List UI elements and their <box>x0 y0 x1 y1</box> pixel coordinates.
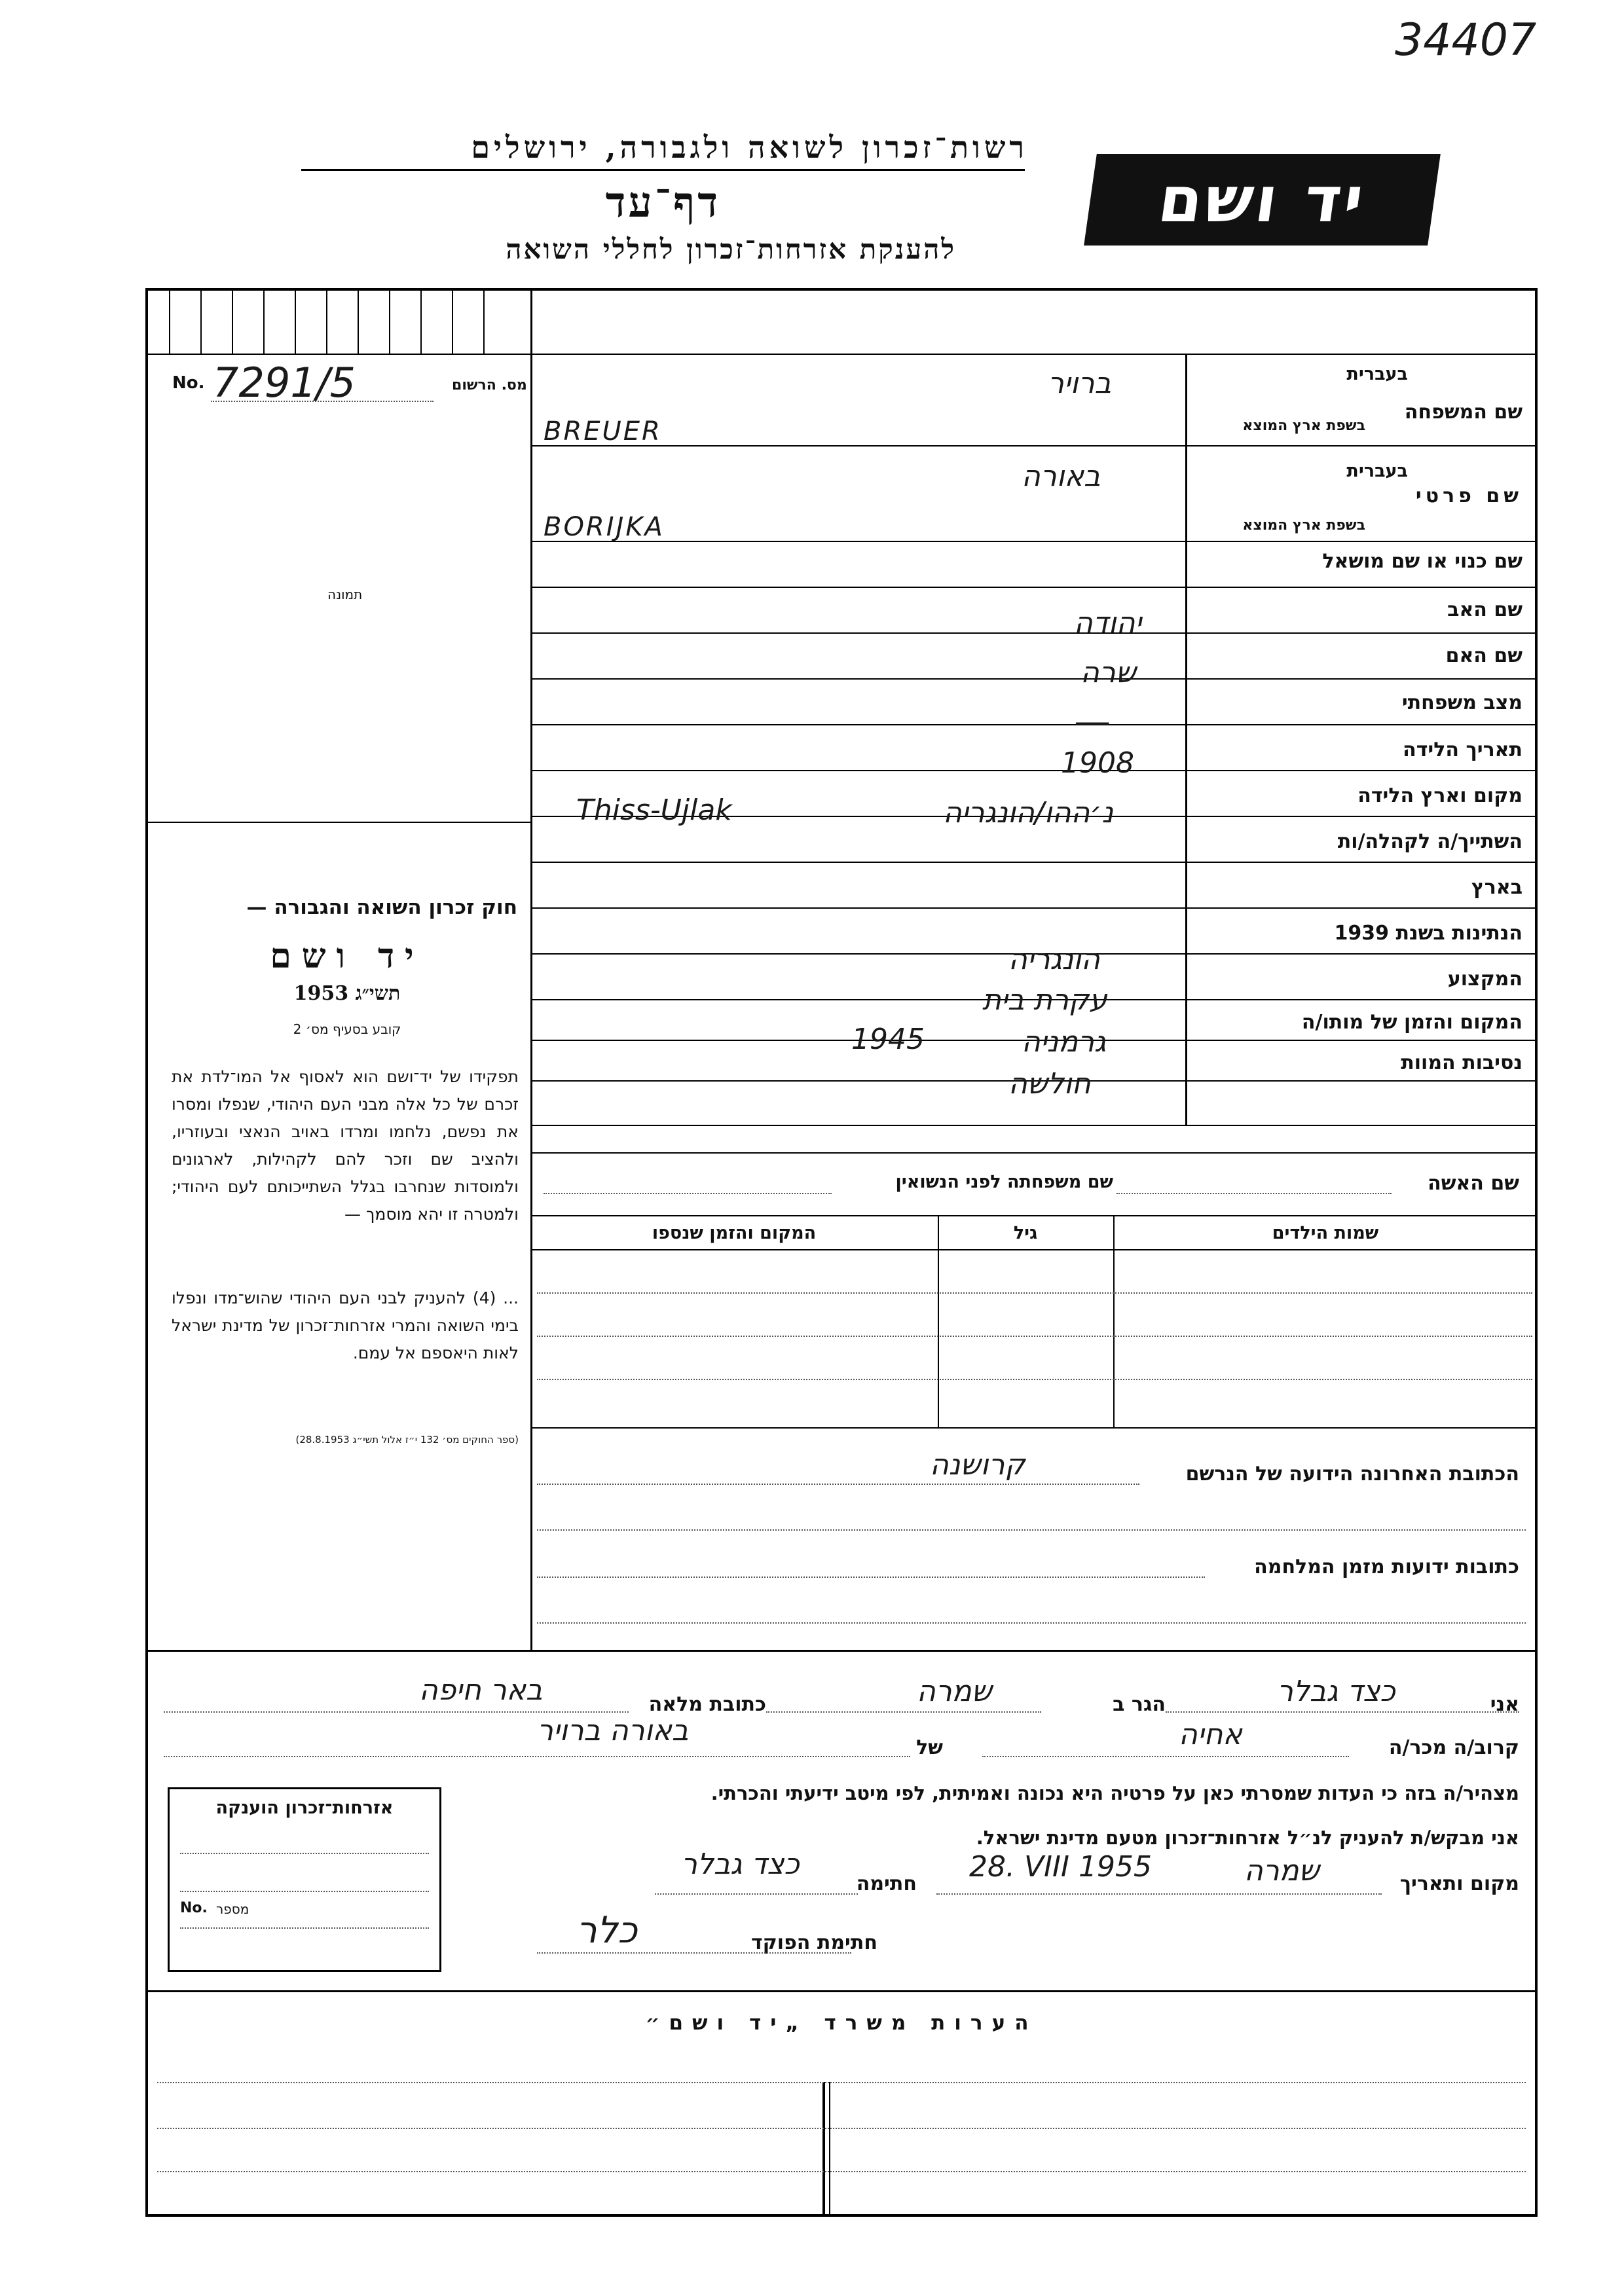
signature-value: כצד גבלר <box>681 1848 800 1881</box>
no-label: No. <box>172 373 205 393</box>
first-name-label: שם פרטי <box>1415 484 1522 507</box>
profession-label: המקצוע <box>1447 968 1522 991</box>
full-address-label: כתובת מלאה <box>648 1693 766 1716</box>
family-name-hebrew-label: בעברית <box>1346 364 1408 384</box>
first-name-hebrew-label: בעברית <box>1346 461 1408 481</box>
certificate-no-label: No. <box>180 1900 208 1916</box>
death-year-value: 1945 <box>851 1023 925 1056</box>
children-age-header: גיל <box>1013 1223 1038 1243</box>
logo-text: יד ושם <box>1154 163 1371 236</box>
maiden-name-label: שם משפחתה לפני הנשואין <box>895 1172 1113 1192</box>
relative-label: קרוב/ה מכר/ה <box>1388 1736 1519 1759</box>
officer-signature-label: חתימת הפוקד <box>751 1931 877 1954</box>
form-title: דף־עד <box>605 178 720 227</box>
declarant-address-value: באר חיפה <box>419 1673 543 1707</box>
mother-value: שרה <box>1080 656 1136 689</box>
law-name: יד ושם <box>270 936 424 976</box>
law-year: תשי״ג 1953 <box>293 982 401 1005</box>
declaration-text: מצהיר/ה בזה כי העדות שמסרתי כאן על פרטיה היא נכונה ואמיתית, לפי מיטב ידיעתי והכרתי. <box>710 1782 1519 1804</box>
marital-status-value: — <box>1074 701 1111 743</box>
of-label: של <box>916 1736 943 1759</box>
death-place-time-label: המקום והזמן של מותו/ה <box>1301 1011 1522 1034</box>
nickname-label: שם כנוי או שם מושאל <box>1322 550 1522 573</box>
declarant-city-value: שמרה <box>917 1675 992 1708</box>
office-notes-title: הערות משרד „יד ושם״ <box>645 2011 1038 2035</box>
left-column-divider <box>530 288 532 1650</box>
law-text-2: ... (4) להעניק לבני העם היהודי שהוש־מדו ונפלו בימי השואה והמרי אזרחות־זכרון של מדינת ישראל לאות היאספם אל עמם. <box>172 1288 519 1362</box>
certificate-title: אזרחות־זכרון הוענקה <box>215 1798 394 1818</box>
place-date-label: מקום ותאריך <box>1399 1872 1519 1895</box>
death-cause-value: חולשה <box>1008 1067 1091 1101</box>
family-name-origin-value: BREUER <box>544 416 662 446</box>
law-clause: קובע בסעיף מס׳ 2 <box>293 1021 401 1037</box>
law-text-1: תפקידו של יד־ושם הוא לאסוף אל המו־לדת את זכרם של כל אלה מבני העם היהודי, שנפלו ומסרו את נפשם, נלחמו ומרדו באויב הנאצי ובעוזריו, ולהציב שם וזכר להם לקהילות, לארגונים ולמוסדות שנחרבו בגלל השתייכותם לעם היהודי; ולמטרה זו יהא מוסמך — <box>172 1067 519 1224</box>
authority-underline <box>301 169 1025 171</box>
father-value: יהודה <box>1074 606 1142 640</box>
date-value: 28. VIII 1955 <box>969 1850 1152 1884</box>
archive-number: 34407 <box>1395 14 1537 66</box>
birthplace-label: מקום וארץ הלידה <box>1357 784 1522 807</box>
citizenship-label: הנתינות בשנת 1939 <box>1334 922 1522 945</box>
marital-status-label: מצב משפחתי <box>1401 691 1522 714</box>
first-name-hebrew-value: באורה <box>1022 460 1101 493</box>
first-name-origin-value: BORIJKA <box>544 512 665 542</box>
birthdate-value: 1908 <box>1061 746 1134 780</box>
last-address-value: קרושנה <box>930 1448 1025 1482</box>
declarant-i-label: אני <box>1490 1693 1519 1716</box>
death-cause-label: נסיבות המוות <box>1401 1051 1522 1074</box>
wife-label: שם האשה <box>1428 1172 1519 1195</box>
of-value: באורה ברויר <box>537 1714 689 1747</box>
children-names-header: שמות הילדים <box>1272 1223 1379 1243</box>
birthplace-origin-value: Thiss-Ujlak <box>576 793 732 827</box>
last-address-label: הכתובת האחרונה הידועה של הנרשם <box>1185 1463 1519 1485</box>
relation-value: אחיה <box>1179 1718 1242 1751</box>
signature-label: חתימה <box>856 1872 917 1895</box>
children-death-header: המקום והזמן שנספו <box>652 1223 817 1243</box>
residing-label: הגר ב <box>1113 1693 1166 1716</box>
photo-label: תמונה <box>327 587 363 602</box>
request-text: אני מבקש/ת להעניק לנ״ל אזרחות־זכרון מטעם מדינת ישראל. <box>976 1827 1519 1849</box>
country-label: בארץ <box>1471 876 1522 899</box>
authority-name: רשות־זכרון לשואה ולגבורה, ירושלים <box>471 130 1028 165</box>
father-label: שם האב <box>1447 598 1522 621</box>
officer-signature-value: כלר <box>576 1909 638 1952</box>
mother-label: שם האם <box>1445 644 1522 667</box>
declarant-name-value: כצד גבלר <box>1277 1675 1395 1708</box>
profession-value: עקרת בית <box>982 983 1107 1017</box>
family-name-label: שם המשפחה <box>1404 401 1522 424</box>
registration-number: 7291/5 <box>213 359 356 407</box>
war-addresses-label: כתובות ידועות מזמן המלחמה <box>1254 1556 1519 1578</box>
family-name-hebrew-value: ברויר <box>1048 367 1111 400</box>
law-title: חוק זכרון השואה והגבורה — <box>246 896 517 919</box>
birthplace-hebrew-value: נ׳ההו/הונגריה <box>943 796 1114 829</box>
registration-number-label: מס. הרשום <box>452 377 527 393</box>
label-column-divider <box>1185 354 1187 1125</box>
form-subtitle: להענקת אזרחות־זכרון לחללי השואה <box>506 233 956 265</box>
yad-vashem-logo <box>1084 154 1441 246</box>
family-name-origin-label: בשפת ארץ המוצא <box>1242 418 1365 434</box>
certificate-number-label: מספר <box>216 1901 249 1917</box>
community-label: השתייך/ה לקהלה/ות <box>1337 830 1522 853</box>
photo-box-bottom <box>145 822 530 823</box>
birthdate-label: תאריך הלידה <box>1403 738 1522 761</box>
death-place-value: גרמניה <box>1022 1025 1107 1059</box>
place-value: שמרה <box>1244 1854 1320 1887</box>
first-name-origin-label: בשפת ארץ המוצא <box>1242 517 1365 534</box>
law-source: (ספר החוקים מס׳ 132 י״ז אלול תשי״ג 28.8.1953) <box>295 1434 519 1446</box>
citizenship-value: הונגריה <box>1008 943 1100 976</box>
